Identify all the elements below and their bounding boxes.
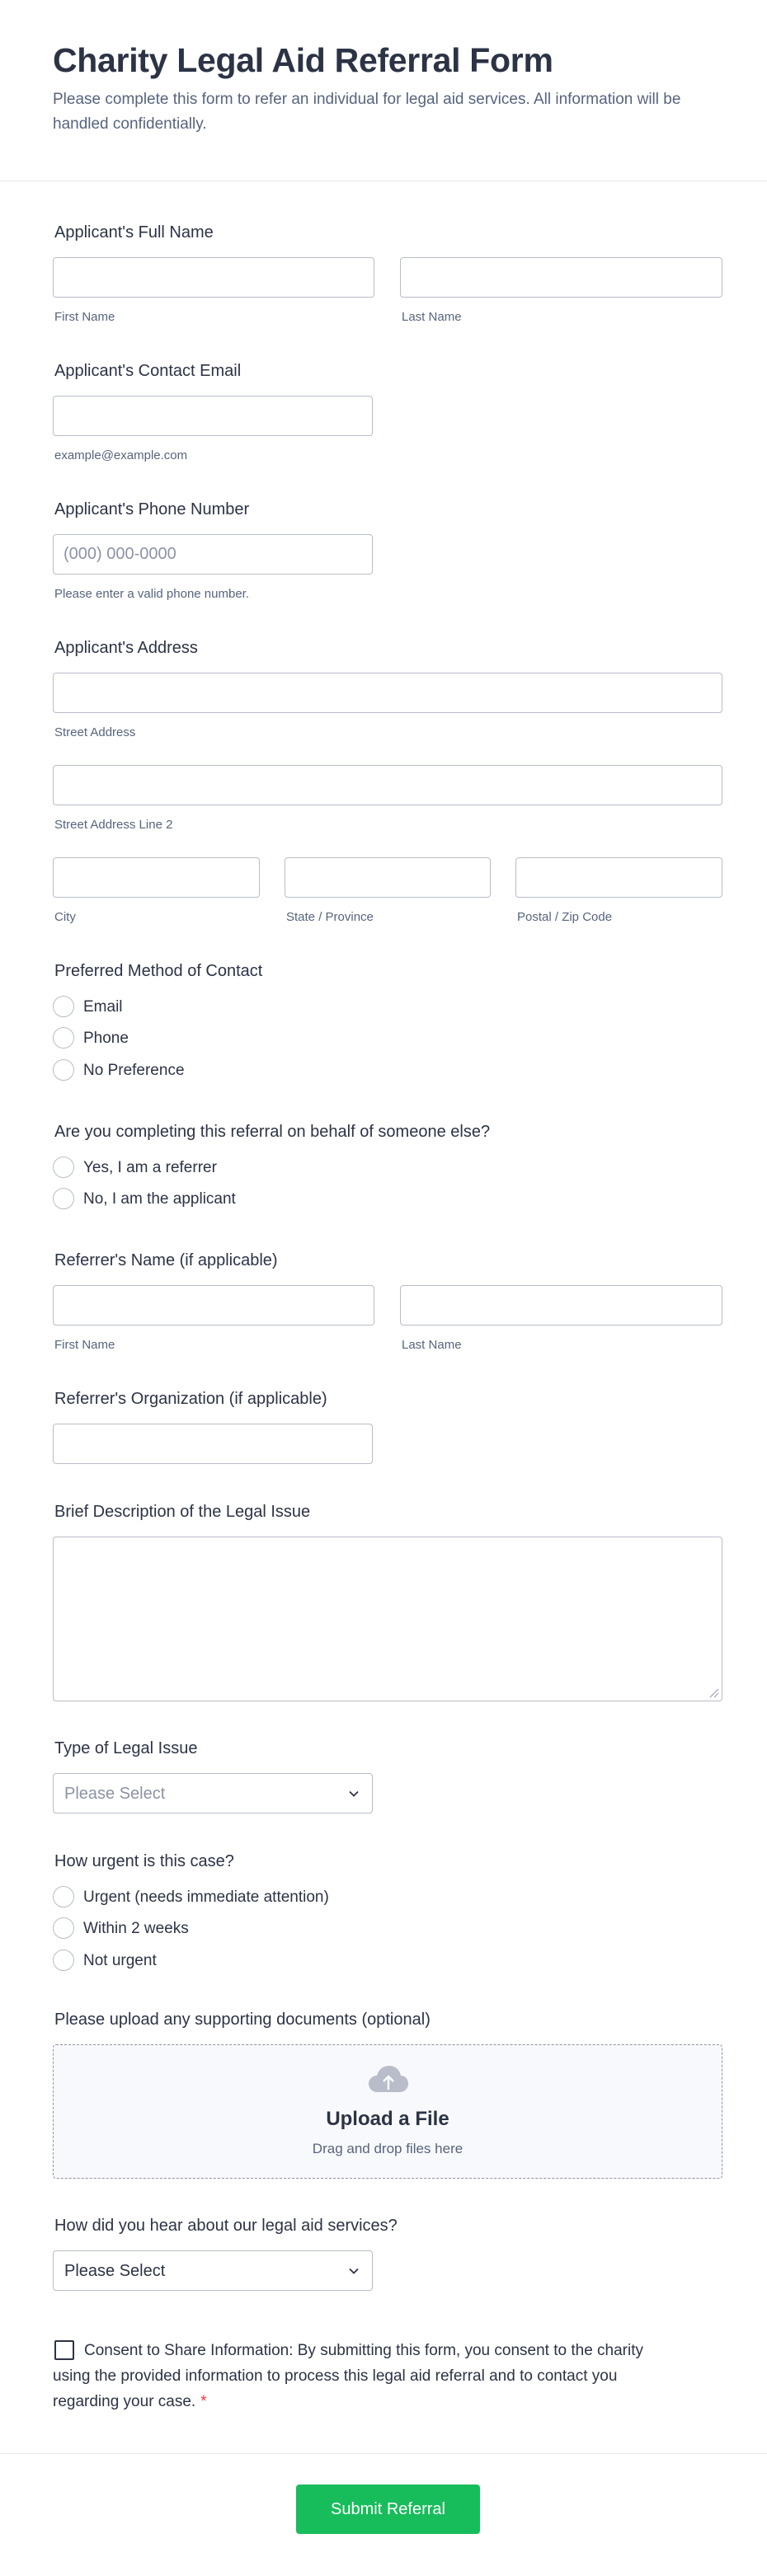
radio-button[interactable]	[53, 1059, 74, 1081]
file-upload-dropzone[interactable]	[53, 2044, 722, 2179]
radio-button[interactable]	[53, 996, 74, 1017]
consent-statement: Consent to Share Information: By submitting this form, you consent to the charity using the provided information to process this legal aid referral and to contact you regarding your case.	[53, 2342, 643, 2410]
applicant-email-sublabel: example@example.com	[54, 448, 188, 462]
on-behalf-option-yes[interactable]	[53, 1157, 548, 1180]
street-address-line2-input[interactable]	[53, 765, 722, 805]
referrer-last-name-sublabel: Last Name	[402, 1338, 462, 1352]
referrer-last-name-input[interactable]	[400, 1285, 722, 1326]
heard-about-select[interactable]	[53, 2250, 373, 2291]
applicant-phone-sublabel: Please enter a valid phone number.	[54, 587, 249, 601]
contact-option-phone[interactable]	[53, 1027, 548, 1050]
applicant-last-name-input[interactable]	[400, 257, 722, 298]
contact-option-no-preference[interactable]	[53, 1059, 548, 1082]
description-textarea[interactable]	[53, 1537, 722, 1701]
applicant-first-name-sublabel: First Name	[54, 310, 115, 324]
radio-button[interactable]	[53, 1027, 74, 1049]
radio-button[interactable]	[53, 1950, 74, 1971]
submit-referral-button[interactable]: Submit Referral	[296, 2485, 480, 2534]
street-address-line2-sublabel: Street Address Line 2	[54, 818, 173, 832]
radio-label: Within 2 weeks	[83, 1920, 189, 1937]
referrer-org-input[interactable]	[53, 1424, 373, 1464]
page-title: Charity Legal Aid Referral Form	[53, 41, 553, 79]
page-subtitle: Please complete this form to refer an individual for legal aid services. All information will be handled confidentially.	[53, 91, 681, 133]
postal-zip-sublabel: Postal / Zip Code	[517, 910, 613, 924]
applicant-name-label: Applicant's Full Name	[54, 223, 214, 242]
radio-label: Urgent (needs immediate attention)	[83, 1889, 329, 1906]
applicant-email-label: Applicant's Contact Email	[54, 362, 242, 380]
urgency-option-not-urgent[interactable]	[53, 1950, 548, 1973]
consent-checkbox[interactable]	[54, 2340, 74, 2360]
applicant-last-name-sublabel: Last Name	[402, 310, 462, 324]
address-label: Applicant's Address	[54, 639, 198, 657]
applicant-phone-label: Applicant's Phone Number	[54, 500, 250, 518]
chevron-down-icon	[347, 1787, 360, 1800]
urgency-option-two-weeks[interactable]	[53, 1917, 548, 1940]
footer-divider	[0, 2453, 767, 2454]
upload-label: Please upload any supporting documents (optional)	[54, 2011, 431, 2029]
applicant-email-input[interactable]	[53, 396, 373, 436]
consent-text	[53, 2338, 647, 2414]
radio-button[interactable]	[53, 1917, 74, 1939]
radio-label: Phone	[83, 1030, 129, 1047]
radio-label: Not urgent	[83, 1952, 157, 1969]
urgency-option-urgent[interactable]	[53, 1886, 548, 1909]
cloud-upload-icon	[367, 2063, 410, 2096]
select-value: Please Select	[64, 1785, 166, 1803]
heard-about-label: How did you hear about our legal aid services?	[54, 2217, 398, 2235]
referrer-name-label: Referrer's Name (if applicable)	[54, 1251, 278, 1269]
required-asterisk: *	[200, 2393, 207, 2410]
city-input[interactable]	[53, 857, 260, 898]
referrer-first-name-sublabel: First Name	[54, 1338, 115, 1352]
upload-title: Upload a File	[326, 2108, 449, 2130]
issue-type-label: Type of Legal Issue	[54, 1739, 198, 1757]
radio-button[interactable]	[53, 1886, 74, 1907]
on-behalf-label: Are you completing this referral on behalf of someone else?	[54, 1123, 491, 1141]
city-sublabel: City	[54, 910, 76, 924]
upload-subtitle: Drag and drop files here	[312, 2141, 463, 2156]
applicant-first-name-input[interactable]	[53, 257, 374, 298]
radio-button[interactable]	[53, 1157, 74, 1178]
description-label: Brief Description of the Legal Issue	[54, 1503, 311, 1521]
street-address-input[interactable]	[53, 673, 722, 713]
issue-type-select[interactable]	[53, 1773, 373, 1814]
on-behalf-option-no[interactable]	[53, 1188, 548, 1211]
radio-label: Email	[83, 998, 123, 1016]
contact-option-email[interactable]	[53, 996, 548, 1019]
resize-handle-icon[interactable]	[708, 1687, 719, 1698]
contact-method-label: Preferred Method of Contact	[54, 962, 263, 980]
radio-label: Yes, I am a referrer	[83, 1159, 217, 1176]
chevron-down-icon	[347, 2264, 360, 2278]
radio-button[interactable]	[53, 1188, 74, 1209]
street-address-sublabel: Street Address	[54, 725, 136, 739]
referrer-org-label: Referrer's Organization (if applicable)	[54, 1390, 327, 1408]
select-value: Please Select	[64, 2262, 166, 2280]
applicant-phone-input[interactable]	[53, 534, 373, 575]
state-province-input[interactable]	[285, 857, 491, 898]
radio-label: No Preference	[83, 1062, 185, 1079]
radio-label: No, I am the applicant	[83, 1190, 236, 1208]
state-province-sublabel: State / Province	[286, 910, 374, 924]
postal-zip-input[interactable]	[515, 857, 722, 898]
referrer-first-name-input[interactable]	[53, 1285, 374, 1326]
form-header	[0, 0, 767, 181]
urgency-label: How urgent is this case?	[54, 1852, 234, 1870]
